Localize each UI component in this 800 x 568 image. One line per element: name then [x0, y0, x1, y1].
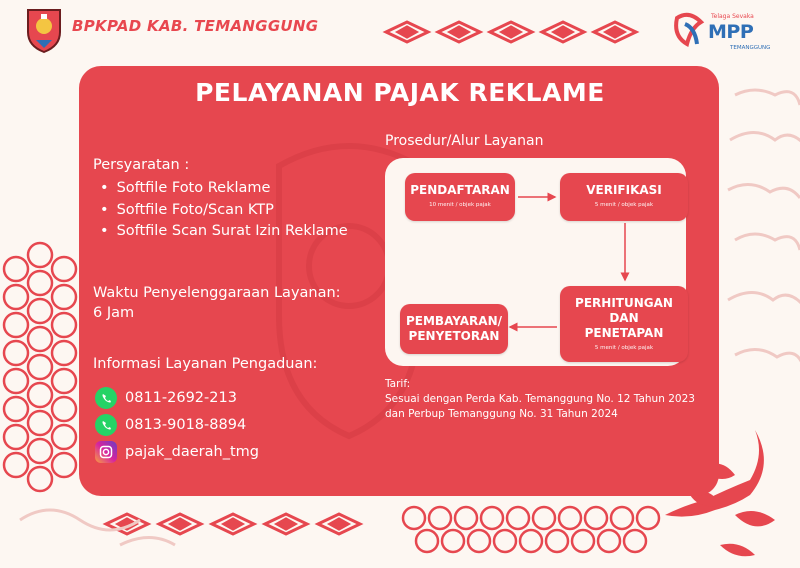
step-name-line2: PENYETORAN	[408, 329, 500, 343]
whatsapp-contact-2[interactable]	[95, 413, 246, 437]
instagram-contact[interactable]	[95, 440, 259, 464]
tarif-line-2: dan Perbup Temanggung No. 31 Tahun 2024	[385, 408, 618, 420]
step-perhitungan	[560, 286, 688, 362]
org-name: BPKPAD KAB. TEMANGGUNG	[72, 17, 319, 35]
step-name: PENDAFTARAN	[410, 183, 510, 197]
list-item: • Softfile Foto/Scan KTP	[100, 200, 348, 222]
temanggung-crest-logo	[24, 6, 64, 54]
whatsapp-icon	[95, 414, 117, 436]
step-verifikasi	[560, 173, 688, 221]
step-name-line2: DAN	[609, 311, 639, 325]
whatsapp-number: 0811-2692-213	[125, 390, 237, 406]
time-value: 6 Jam	[93, 305, 135, 321]
list-item: • Softfile Foto Reklame	[100, 178, 348, 200]
tarif-label: Tarif:	[385, 378, 411, 390]
list-item: • Softfile Scan Surat Izin Reklame	[100, 221, 348, 243]
step-name-line1: PEMBAYARAN/	[406, 314, 502, 328]
instagram-icon	[95, 441, 117, 463]
whatsapp-contact-1[interactable]	[95, 386, 237, 410]
requirements-list	[100, 178, 348, 243]
tarif-line-1: Sesuai dengan Perda Kab. Temanggung No. 12 Tahun 2023	[385, 393, 695, 405]
step-duration: 5 menit / objek pajak	[594, 345, 654, 351]
step-pembayaran	[400, 304, 508, 354]
step-pendaftaran	[405, 173, 515, 221]
time-heading: Waktu Penyelenggaraan Layanan:	[93, 285, 341, 301]
flow-heading: Prosedur/Alur Layanan	[385, 133, 544, 149]
mpp-tagline: Telaga Sevaka	[711, 13, 754, 20]
page-title: PELAYANAN PAJAK REKLAME	[195, 78, 605, 107]
complaint-heading: Informasi Layanan Pengaduan:	[93, 356, 318, 372]
mpp-subtitle: TEMANGGUNG	[730, 45, 771, 51]
requirements-heading: Persyaratan :	[93, 157, 190, 173]
step-duration: 5 menit / objek pajak	[594, 202, 654, 208]
instagram-handle: pajak_daerah_tmg	[125, 444, 259, 460]
step-name-line3: PENETAPAN	[584, 326, 664, 340]
whatsapp-icon	[95, 387, 117, 409]
step-name-line1: PERHITUNGAN	[575, 296, 673, 310]
whatsapp-number: 0813-9018-8894	[125, 417, 247, 433]
mpp-wordmark: MPP	[708, 21, 754, 43]
step-duration: 10 menit / objek pajak	[429, 202, 491, 208]
flow-diagram	[385, 158, 686, 366]
step-name: VERIFIKASI	[586, 183, 662, 197]
tarif-note	[385, 377, 695, 422]
